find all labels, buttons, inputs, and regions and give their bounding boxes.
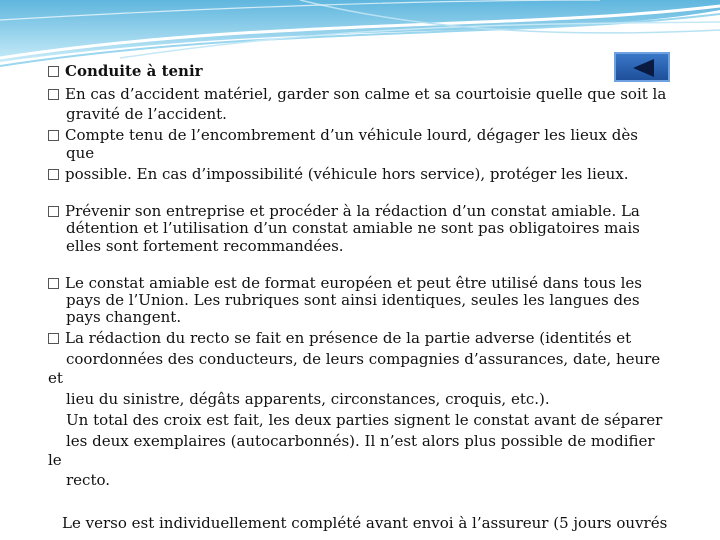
paragraph-line (66, 308, 181, 327)
square-bullet-icon (48, 66, 59, 77)
line-text: recto. (66, 471, 111, 489)
paragraph-line (66, 390, 550, 409)
paragraph-line (48, 369, 63, 388)
paragraph-line (66, 144, 94, 163)
line-text: En cas d’accident matériel, garder son calme et sa courtoisie quelle que soit la (65, 85, 667, 103)
line-text: pays de l’Union. Les rubriques sont ainsi identiques, seules les langues des (66, 291, 640, 309)
square-bullet-icon (48, 169, 59, 180)
square-bullet-icon (48, 89, 59, 100)
line-text: pays changent. (66, 308, 182, 326)
paragraph-line (48, 85, 666, 104)
paragraph-line (66, 237, 344, 256)
line-text: le (48, 451, 62, 469)
paragraph-line (66, 411, 662, 430)
line-text: Le verso est individuellement complété avant envoi à l’assureur (5 jours ouvrés (62, 514, 668, 532)
heading-text: Conduite à tenir (65, 62, 203, 80)
square-bullet-icon (48, 333, 59, 344)
line-text: détention et l’utilisation d’un constat amiable ne sont pas obligatoires mais (66, 219, 640, 237)
paragraph-line (66, 471, 110, 490)
line-text: et (48, 369, 63, 387)
square-bullet-icon (48, 130, 59, 141)
paragraph-line (48, 451, 62, 470)
line-text: gravité de l’accident. (66, 105, 227, 123)
line-text: possible. En cas d’impossibilité (véhicule hors service), protéger les lieux. (65, 165, 629, 183)
line-text: elles sont fortement recommandées. (66, 237, 344, 255)
square-bullet-icon (48, 206, 59, 217)
square-bullet-icon (48, 278, 59, 289)
line-text: que (66, 144, 95, 162)
line-text: Prévenir son entreprise et procéder à la rédaction d’un constat amiable. La (65, 202, 640, 220)
line-text: La rédaction du recto se fait en présence de la partie adverse (identités et (65, 329, 632, 347)
line-text: coordonnées des conducteurs, de leurs compagnies d’assurances, date, heure (66, 350, 661, 368)
paragraph-line (62, 514, 667, 533)
line-text: Le constat amiable est de format européen et peut être utilisé dans tous les (65, 274, 642, 292)
section-heading (48, 62, 203, 81)
paragraph-line (66, 219, 640, 238)
paragraph-line (48, 165, 629, 184)
paragraph-line (66, 432, 655, 451)
paragraph-line (48, 126, 638, 145)
line-text: Un total des croix est fait, les deux parties signent le constat avant de séparer (66, 411, 663, 429)
line-text: lieu du sinistre, dégâts apparents, circonstances, croquis, etc.). (66, 390, 550, 408)
line-text: Compte tenu de l’encombrement d’un véhicule lourd, dégager les lieux dès (65, 126, 638, 144)
line-text: les deux exemplaires (autocarbonnés). Il n’est alors plus possible de modifier (66, 432, 655, 450)
paragraph-line (48, 329, 631, 348)
paragraph-line (66, 105, 227, 124)
paragraph-line (66, 350, 660, 369)
